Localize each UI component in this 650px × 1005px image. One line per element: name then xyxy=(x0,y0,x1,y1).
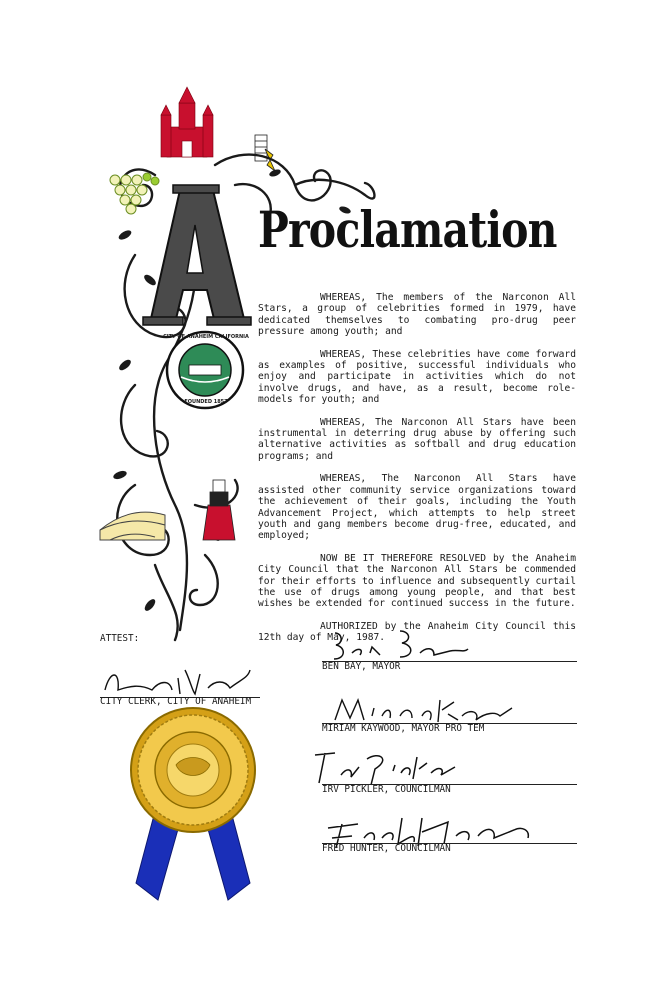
tower-icon xyxy=(255,135,275,171)
paragraph-6: AUTHORIZED by the Anaheim City Council this 12th day of May, 1987. xyxy=(258,620,576,644)
city-seal-icon xyxy=(167,332,243,408)
clerk-label: CITY CLERK, CITY OF ANAHEIM xyxy=(100,696,252,707)
illuminated-letter-a xyxy=(143,185,251,325)
page-title: Proclamation xyxy=(258,200,557,259)
paragraph-4: WHEREAS, The Narconon All Stars have assisted other community service organizations toward the achievement of their goals, including the Youth Advancement Project, which attempts to help street youth and gang members become drug-free, educated, and employed; xyxy=(258,473,576,542)
signature-mayor xyxy=(330,625,470,665)
seal-text-top: CITY OF ANAHEIM CALIFORNIA xyxy=(163,334,249,340)
stadium-icon xyxy=(100,512,165,540)
mayor-label: BEN BAY, MAYOR xyxy=(322,661,401,672)
proclamation-body xyxy=(258,292,576,655)
buoy-icon xyxy=(203,480,235,540)
councilman-2-label: FRED HUNTER, COUNCILMAN xyxy=(322,843,451,854)
castle-icon xyxy=(161,87,213,157)
councilman-1-label: IRV PICKLER, COUNCILMAN xyxy=(322,784,451,795)
paragraph-3: WHEREAS, The Narconon All Stars have been instrumental in deterring drug abuse by offering such alternative activities as softball and drug education programs; and xyxy=(258,416,576,462)
gold-seal-icon xyxy=(118,705,268,905)
seal-text-bottom: FOUNDED 1857 xyxy=(184,399,228,405)
paragraph-1: WHEREAS, The members of the Narconon All Stars, a group of celebrities formed in 1979, have dedicated themselves to combating pro-drug peer pressure among youth; and xyxy=(258,292,576,338)
mayor-pro-tem-label: MIRIAM KAYWOOD, MAYOR PRO TEM xyxy=(322,723,485,734)
attest-label: ATTEST: xyxy=(100,633,140,644)
paragraph-2: WHEREAS, These celebrities have come forward as examples of positive, successful individuals who enjoy and participate in activities which do not involve drugs, and have, as a result, become role-models for youth; and xyxy=(258,348,576,406)
signature-clerk xyxy=(100,660,260,700)
paragraph-5: NOW BE IT THEREFORE RESOLVED by the Anaheim City Council that the Narconon All Stars be commended for their efforts to influence and subsequently curtail the use of drugs among young people, and that best wishes be extended for continued success in the future. xyxy=(258,552,576,610)
